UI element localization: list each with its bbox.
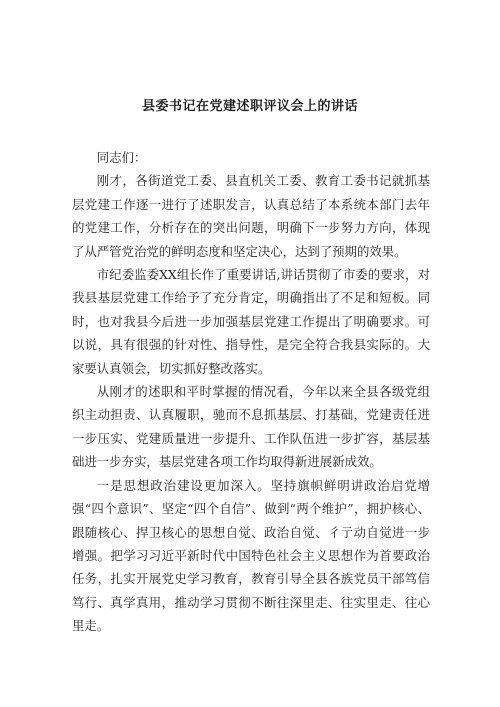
paragraph-3: 从刚才的述职和平时掌握的情况看，今年以来全县各级党组织主动担责、认真履职，驰而不息抓基层、打基础，党建责任进一步压实、党建质量进一步提升、工作队伍进一步扩容，基层基础进一步夯实，基层党建各项工作均取得新进展新成效。 [72, 384, 430, 470]
paragraph-1: 刚才，各街道党工委、县直机关工委、教育工委书记就抓基层党建工作逐一进行了述职发言，认真总结了本系统本部门去年的党建工作，分析存在的突出问题，明确下一步努力方向，体现了从严管党治党的鲜明态度和坚定决心，达到了预期的效果。 [72, 173, 430, 259]
document-title: 县委书记在党建述职评议会上的讲话 [141, 99, 358, 114]
paragraph-4: 一是思想政治建设更加深入。坚持旗帜鲜明讲政治启党增强“四个意识”、坚定“四个自信”、做到“两个维护”，拥护核心、跟随核心、捍卫核心的思想自觉、政治自觉、彳亍动自觉进一步增强。把学习习近平新时代中国特色社会主义思想作为首要政治任务，扎实开展党史学习教育，教育引导全县各族党员干部笃信笃行、真学真用，推动学习贯彻不断往深里走、往实里走、往心里走。 [72, 477, 430, 634]
document-body [72, 146, 430, 638]
paragraph-2: 市纪委监委XX组长作了重要讲话,讲话贯彻了市委的要求，对我县基层党建工作给予了充分肯定，明确指出了不足和短板。同时，也对我县今后进一步加强基层党建工作提出了明确要求。可以说，具有很强的针对性、指导性，是完全符合我县实际的。大家要认真领会，切实抓好整改落实。 [72, 267, 430, 376]
salutation: 同志们： [96, 150, 147, 165]
